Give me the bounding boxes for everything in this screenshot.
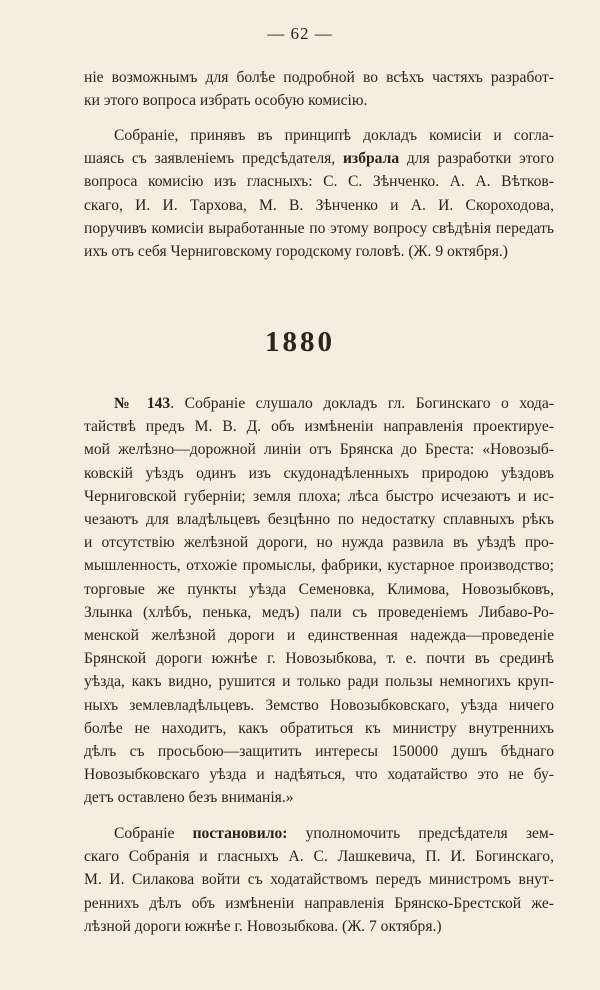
text-line: чезаютъ для владѣльцевъ безцѣнно по недостатку сплавныхъ рѣкъ (84, 511, 554, 529)
text-segment: Собраніе (114, 825, 193, 842)
text-segment: для разработки этого (399, 150, 555, 168)
text-line: дѣлъ съ просьбою—защитить интересы 150000 душъ бѣднаго (84, 743, 554, 761)
text-segment: . Собраніе слушало докладъ гл. Богинскаго о хода- (170, 395, 554, 412)
paragraph-2 (84, 124, 554, 263)
text-line: ки этого вопроса избрать особую комисію. (84, 92, 368, 110)
text-line: менской желѣзной дороги и единственная надежда—проведеніе (84, 627, 554, 645)
text-line: М. И. Силакова войти съ ходатайствомъ передъ министромъ внут- (84, 871, 554, 889)
paragraph-3 (84, 392, 554, 810)
bold-term: избрала (342, 150, 400, 168)
item-number: № 143 (114, 395, 171, 412)
page-number: — 62 — (267, 24, 333, 43)
text-line: ковскій уѣздъ одинъ изъ скудонадѣленныхъ природою уѣздовъ (84, 464, 554, 482)
text-line: торговые же пункты уѣзда Семеновка, Климова, Новозыбковъ, (84, 580, 554, 598)
text-line: Новозыбковскаго уѣзда и надѣяться, что ходатайство это не бу- (84, 766, 554, 784)
text-line: Черниговской губерніи; земля плоха; лѣса быстро исчезаютъ и ис- (84, 487, 554, 505)
text-line: Брянской дороги южнѣе г. Новозыбкова, т. е. почти въ срединѣ (84, 650, 554, 668)
text-line: лѣзной дороги южнѣе г. Новозыбкова. (Ж. 7 октября.) (84, 917, 442, 935)
text-segment: шаясь съ заявленіемъ предсѣдателя, (84, 150, 343, 168)
text-line (84, 392, 554, 415)
text-line: мой желѣзно—дорожной линіи отъ Брянска до Бреста: «Новозыб- (84, 441, 554, 459)
text-line: детъ оставлено безъ вниманія.» (84, 789, 294, 807)
text-line: ныхъ землевладѣльцевъ. Земство Новозыбковскаго, уѣзда ничего (84, 696, 554, 714)
text-line: Собраніе, принявъ въ принципѣ докладъ комисіи и согла- (114, 127, 554, 144)
bold-term: постановило: (192, 825, 288, 842)
text-line: поручивъ комисіи выработанные по этому вопросу свѣдѣнія передать (84, 219, 554, 237)
text-line: ихъ отъ себя Черниговскому городскому головѣ. (Ж. 9 октября.) (84, 243, 508, 261)
text-line (84, 822, 554, 845)
text-line: ніе возможнымъ для болѣе подробной во всѣхъ частяхъ разработ- (84, 69, 554, 86)
year-heading: 1880 (265, 326, 335, 358)
text-line: Злынка (хлѣбъ, пенька, медъ) пали съ проведеніемъ Либаво-Ро- (84, 603, 554, 621)
text-line: болѣе не находитъ, какъ обратиться къ министру внутреннихъ (84, 719, 554, 737)
text-line: скаго, И. И. Тархова, М. В. Зѣнченко и А. И. Скороходова, (84, 196, 554, 214)
text-line (84, 147, 554, 170)
paragraph-4 (84, 822, 554, 938)
text-line: скаго Собранія и гласныхъ А. С. Лашкевича, П. И. Богинскаго, (84, 848, 554, 866)
text-line: и отсутствію желѣзной дороги, но нужда развила въ уѣздѣ про- (84, 534, 554, 552)
text-line: мышленность, отхожіе промыслы, фабрики, кустарное производство; (84, 557, 554, 575)
text-line: реннихъ дѣлъ объ измѣненіи направленія Брянско-Брестской же- (84, 894, 554, 912)
paragraph-1 (84, 66, 554, 112)
text-line: уѣзда, какъ видно, рушится и только ради пользы немногихъ круп- (84, 673, 554, 691)
text-line: тайствѣ предъ М. В. Д. объ измѣненіи направленія проектируе- (84, 418, 554, 436)
text-segment: уполномочить предсѣдателя зем- (287, 825, 554, 842)
text-line: вопроса комисію изъ гласныхъ: С. С. Зѣнченко. А. А. Вѣтков- (84, 173, 554, 191)
